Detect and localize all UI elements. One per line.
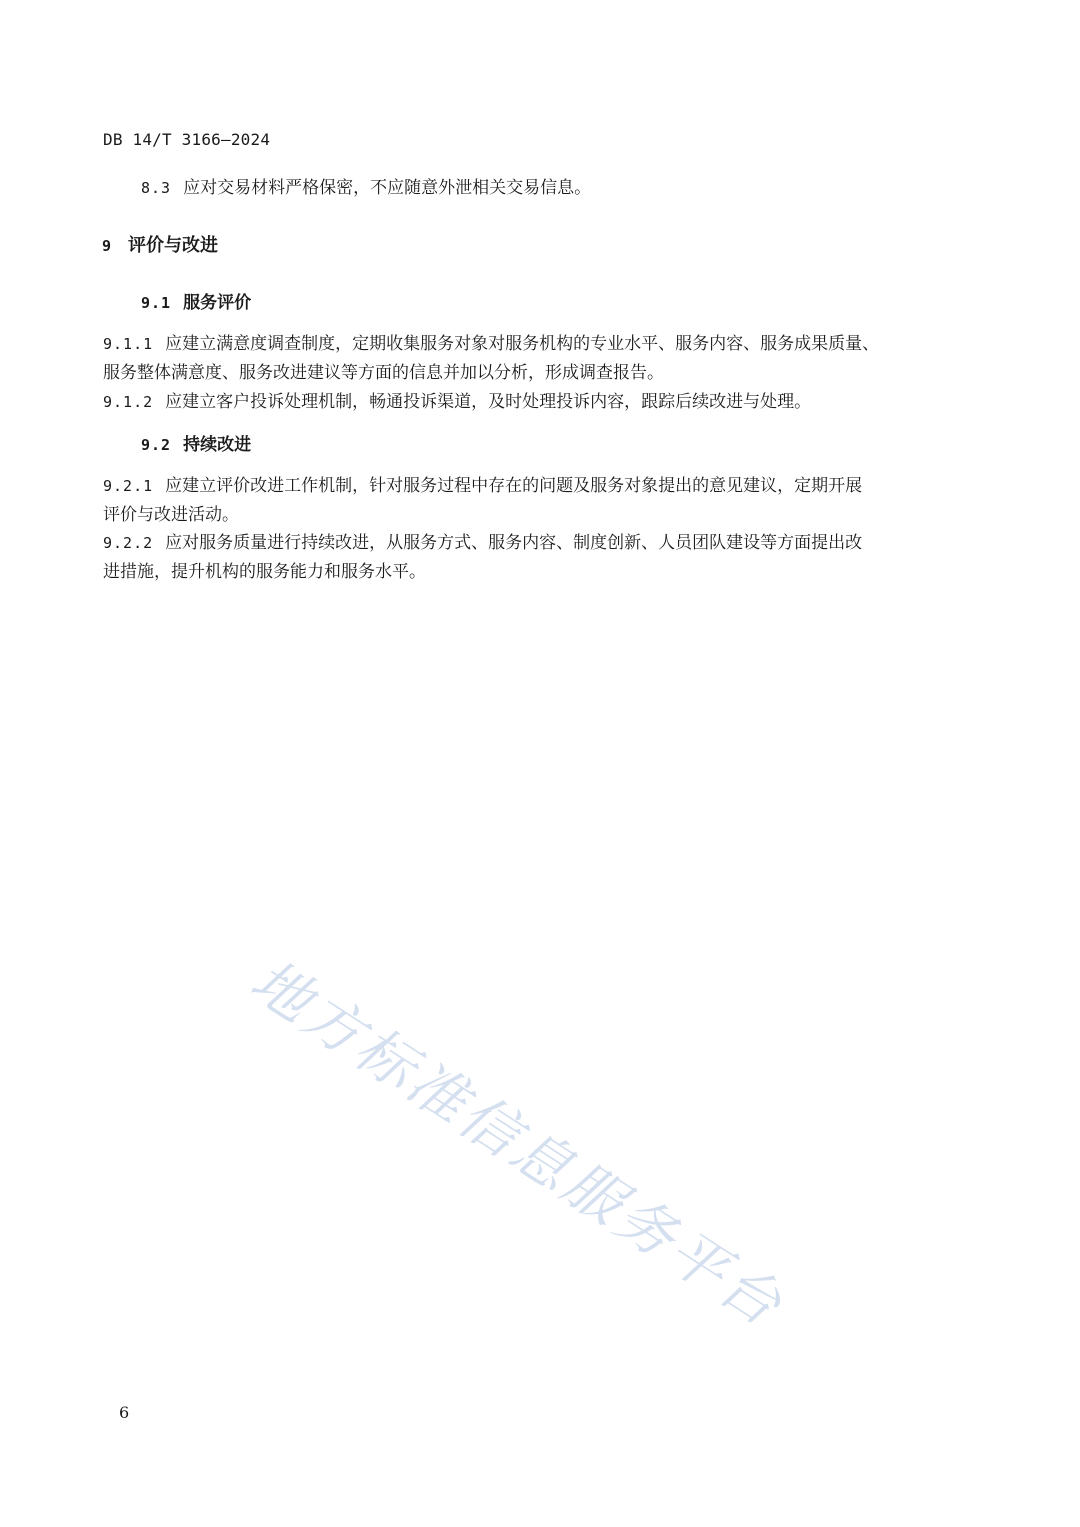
clause-text: 应对服务质量进行持续改进，从服务方式、服务内容、制度创新、人员团队建设等方面提出改 xyxy=(165,533,863,553)
clause-9-1-1 xyxy=(103,330,963,388)
section-number: 9 xyxy=(102,237,113,255)
page-number: 6 xyxy=(119,1403,130,1422)
clause-number: 9.1.1 xyxy=(103,335,154,353)
subsection-number: 9.1 xyxy=(141,294,172,312)
clause-9-2-2 xyxy=(103,529,963,587)
clause-9-2-1 xyxy=(103,472,963,530)
clause-line-1 xyxy=(103,529,963,558)
section-heading-9 xyxy=(102,231,218,257)
clause-line-1 xyxy=(103,472,963,501)
subsection-heading-9-1 xyxy=(141,288,251,313)
clause-number: 8.3 xyxy=(141,179,172,197)
clause-line-1 xyxy=(103,388,963,417)
watermark: 地方标准信息服务平台 xyxy=(238,945,796,1341)
clause-number: 9.2.1 xyxy=(103,477,154,495)
subsection-title: 持续改进 xyxy=(183,435,252,455)
clause-text: 应建立满意度调查制度，定期收集服务对象对服务机构的专业水平、服务内容、服务成果质量、 xyxy=(165,334,880,354)
clause-line-1 xyxy=(103,330,963,359)
clause-line-2: 服务整体满意度、服务改进建议等方面的信息并加以分析，形成调查报告。 xyxy=(103,363,664,383)
subsection-heading-9-2 xyxy=(141,430,251,455)
clause-8-3 xyxy=(141,174,591,203)
document-code: DB 14/T 3166—2024 xyxy=(103,130,271,149)
clause-text: 应建立评价改进工作机制，针对服务过程中存在的问题及服务对象提出的意见建议，定期开展 xyxy=(165,476,863,496)
clause-line-2: 评价与改进活动。 xyxy=(103,505,239,525)
subsection-number: 9.2 xyxy=(141,436,172,454)
clause-9-1-2 xyxy=(103,388,963,417)
clause-line-2: 进措施，提升机构的服务能力和服务水平。 xyxy=(103,562,426,582)
clause-text: 应建立客户投诉处理机制，畅通投诉渠道，及时处理投诉内容，跟踪后续改进与处理。 xyxy=(165,392,812,412)
subsection-title: 服务评价 xyxy=(183,293,252,313)
clause-number: 9.1.2 xyxy=(103,393,154,411)
clause-text: 应对交易材料严格保密，不应随意外泄相关交易信息。 xyxy=(183,178,592,198)
clause-number: 9.2.2 xyxy=(103,534,154,552)
section-title: 评价与改进 xyxy=(128,235,219,256)
